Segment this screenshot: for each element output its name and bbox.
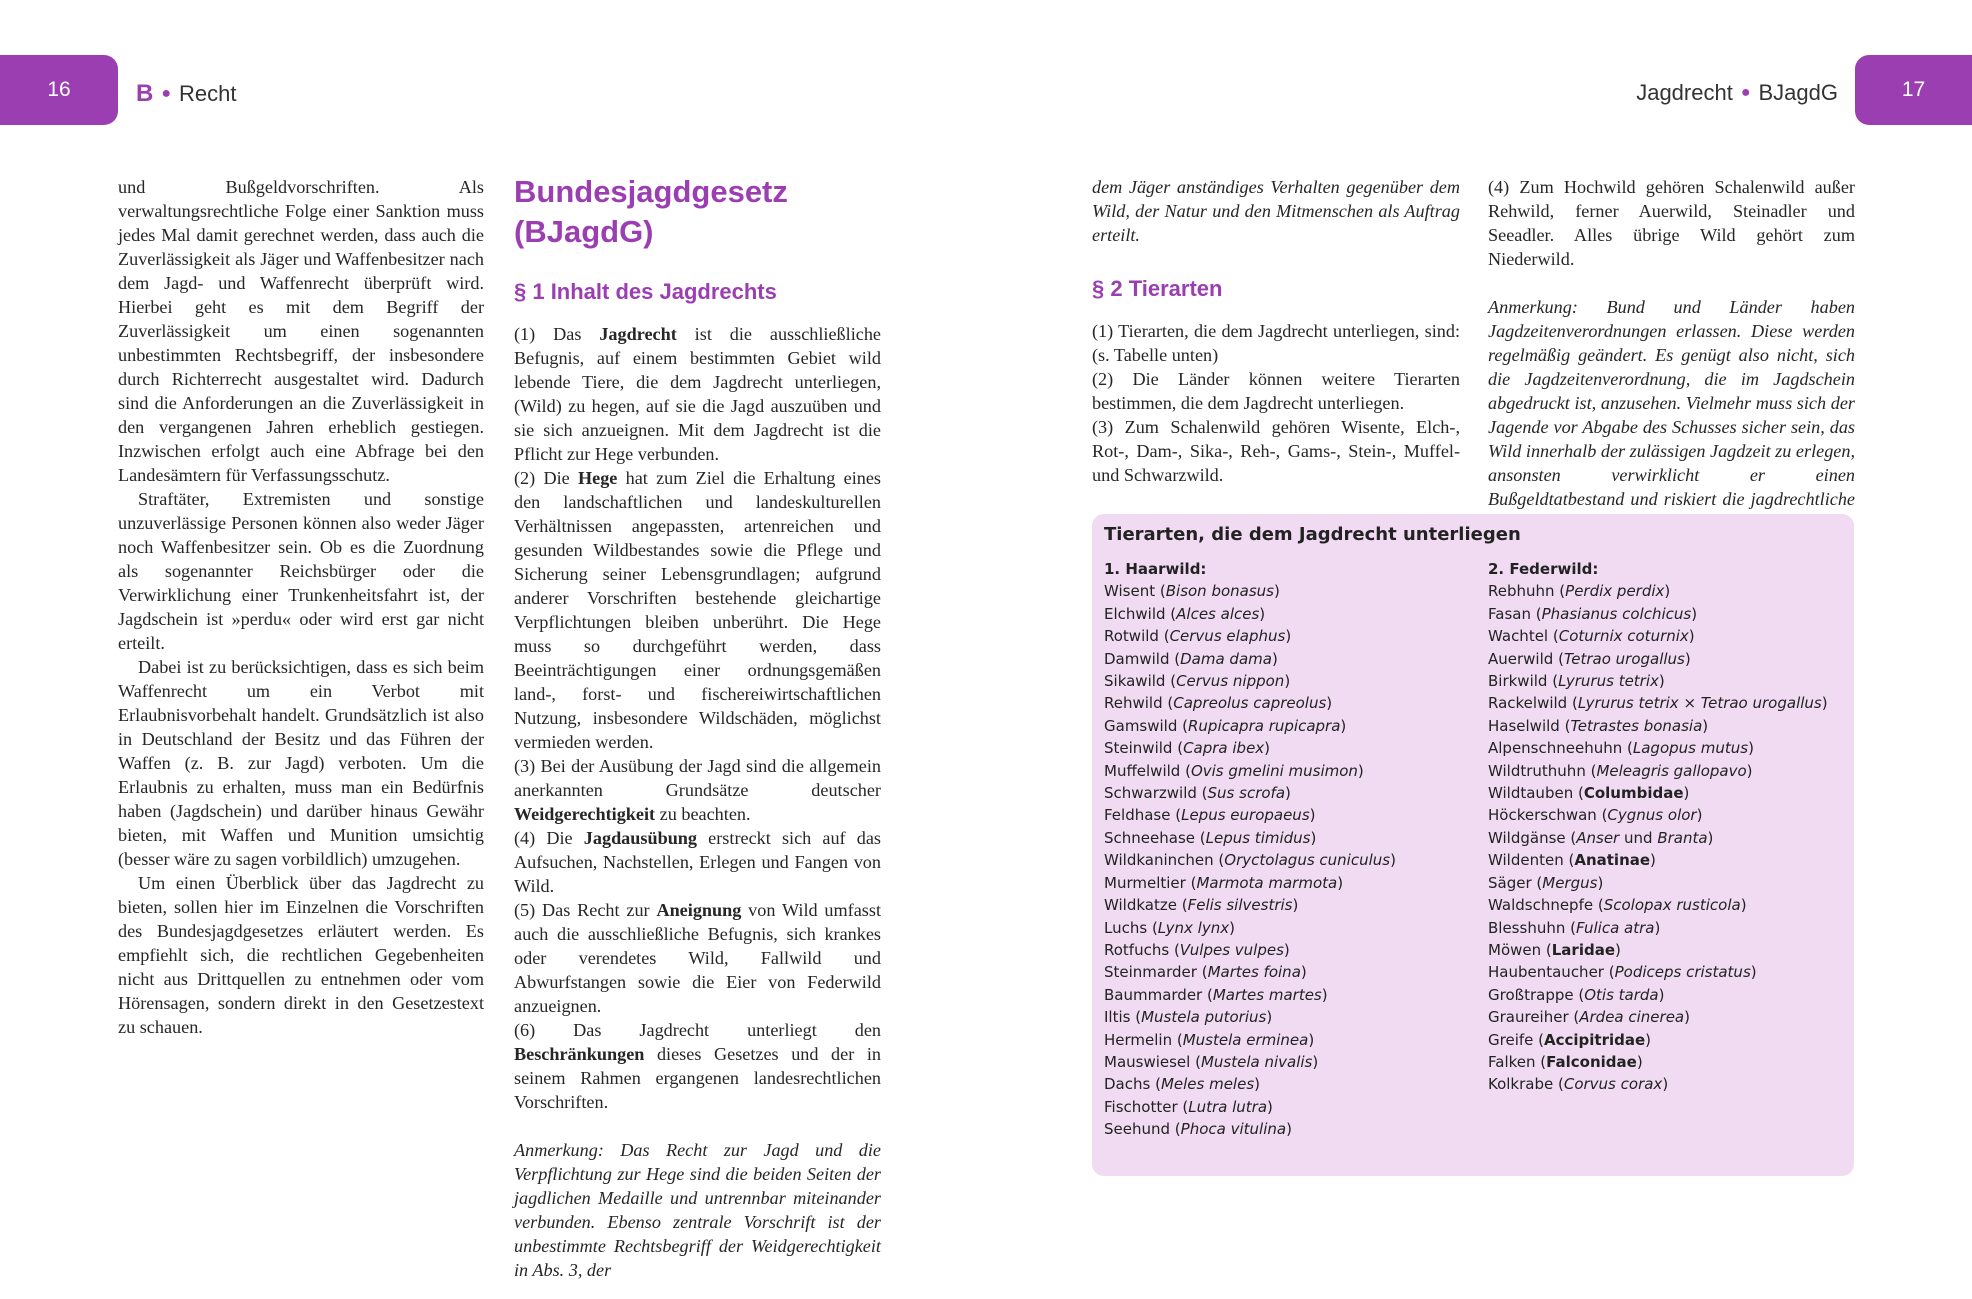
species-name: Rackelwild — [1488, 694, 1568, 713]
species-item: Hermelin (Mustela erminea) — [1104, 1030, 1315, 1049]
species-item: Mauswiesel (Mustela nivalis) — [1104, 1052, 1319, 1071]
species-item: Rotfuchs (Vulpes vulpes) — [1104, 940, 1290, 959]
federwild-heading: 2. Federwild: — [1488, 560, 1599, 578]
species-latin: Tetrao urogallus — [1563, 649, 1685, 668]
species-latin: Anser — [1576, 828, 1620, 847]
species-latin: Ovis gmelini musimon — [1190, 761, 1358, 780]
species-item: Elchwild (Alces alces) — [1104, 604, 1266, 623]
species-item: Auerwild (Tetrao urogallus) — [1488, 649, 1691, 668]
species-latin: Lyrurus tetrix × Tetrao urogallus — [1577, 694, 1822, 713]
species-family: Anatinae — [1574, 851, 1651, 870]
species-item: Höckerschwan (Cygnus olor) — [1488, 806, 1703, 825]
species-joiner: und — [1619, 828, 1658, 847]
species-name: Schwarzwild — [1104, 784, 1197, 803]
species-item: Möwen (Laridae) — [1488, 940, 1621, 959]
federwild-column — [1488, 558, 1848, 1096]
species-latin: Meles meles — [1160, 1075, 1255, 1094]
species-name: Kolkrabe — [1488, 1075, 1554, 1094]
species-name: Rehwild — [1104, 694, 1163, 713]
species-name: Murmeltier — [1104, 873, 1186, 892]
paragraph: und Bußgeldvorschriften. Als verwaltungsrechtliche Folge einer Sanktion muss jedes Mal damit gerechnet werden, dass auch die Zuverlässigkeit als Jäger und Waffenbesitzer nach dem Jagd- und Waffenrecht überprüft wird. Hierbei geht es mit dem Begriff der Zuverlässigkeit um einen sogenannten unbestimmten Rechtsbegriff, der insbesondere durch Richterrecht ausgestaltet wird. Dadurch sind die Anforderungen an die Zuverlässigkeit in den vergangenen Jahren erheblich gestiegen. Inzwischen erfolgt auch eine Abfrage bei den Landesämtern für Verfassungsschutz. — [118, 177, 484, 485]
species-item: Steinmarder (Martes foina) — [1104, 963, 1307, 982]
species-name: Fasan — [1488, 604, 1531, 623]
species-name: Seehund — [1104, 1120, 1171, 1139]
species-name: Großtrappe — [1488, 985, 1574, 1004]
running-head-title: Jagdrecht — [1636, 80, 1733, 105]
page-number-right: 17 — [1855, 55, 1972, 125]
species-name: Iltis — [1104, 1008, 1131, 1027]
species-latin: Mergus — [1542, 873, 1598, 892]
species-family: Falconidae — [1546, 1052, 1637, 1071]
species-latin: Cervus nippon — [1176, 672, 1285, 691]
species-table-box — [1092, 514, 1854, 1176]
species-latin: Felis silvestris — [1187, 896, 1293, 915]
species-name: Elchwild — [1104, 604, 1166, 623]
species-item: Falken (Falconidae) — [1488, 1052, 1643, 1071]
species-name: Wildkatze — [1104, 896, 1177, 915]
species-item: Damwild (Dama dama) — [1104, 649, 1278, 668]
species-latin: Lynx lynx — [1157, 918, 1230, 937]
species-name: Feldhase — [1104, 806, 1171, 825]
column-1 — [118, 175, 484, 1039]
annotation-note: Anmerkung: Bund und Länder haben Jagdzeitenverordnungen erlassen. Diese werden regelmäßig geändert. Es genügt also nicht, sich die Jagdzeitenverordnung, die im Jagdschein abgedruckt ist, anzusehen. Vielmehr muss sich der Jagende vor Abgabe des Schusses sicher sein, das Wild innerhalb der zulässigen Jagdzeit zu erlegen, ansonsten verwirklicht er einen Bußgeldtatbestand und riskiert die jagdrechtliche — [1488, 297, 1855, 509]
species-latin: Branta — [1657, 828, 1708, 847]
species-name: Baummarder — [1104, 985, 1203, 1004]
species-latin: Capreolus capreolus — [1173, 694, 1327, 713]
running-head-sub: BJagdG — [1758, 80, 1838, 105]
species-name: Wildtauben — [1488, 784, 1574, 803]
species-item: Fischotter (Lutra lutra) — [1104, 1097, 1273, 1116]
paragraph: (2) Die Länder können weitere Tierarten bestimmen, die dem Jagdrecht unterliegen. — [1092, 369, 1460, 413]
species-latin: Meleagris gallopavo — [1596, 761, 1747, 780]
paragraph: Straftäter, Extremisten und sonstige unzuverlässige Personen können also weder Jäger noch Waffenbesitzer sein. Ob es die Zuordnung als sogenannter Reichsbürger oder die Verwirklichung einer Trunkenheitsfahrt ist, der Jagdschein ist »perdu« oder wird erst gar nicht erteilt. — [118, 489, 484, 653]
species-item: Wildtruthuhn (Meleagris gallopavo) — [1488, 761, 1753, 780]
species-name: Blesshuhn — [1488, 918, 1566, 937]
species-latin: Corvus corax — [1563, 1075, 1663, 1094]
species-latin: Otis tarda — [1584, 985, 1659, 1004]
species-latin: Alces alces — [1176, 604, 1260, 623]
species-latin: Tetrastes bonasia — [1570, 716, 1703, 735]
annotation-note-continued: dem Jäger anständiges Verhalten gegenüber dem Wild, der Natur und den Mitmenschen als Auftrag erteilt. — [1092, 177, 1460, 245]
species-name: Rotfuchs — [1104, 940, 1170, 959]
species-name: Haselwild — [1488, 716, 1560, 735]
species-latin: Mustela erminea — [1182, 1030, 1309, 1049]
paragraph: (4) Die Jagdausübung erstreckt sich auf das Aufsuchen, Nachstellen, Erlegen und Fangen von Wild. — [514, 828, 882, 896]
species-latin: Dama dama — [1180, 649, 1272, 668]
species-latin: Coturnix coturnix — [1558, 627, 1689, 646]
paragraph: (3) Bei der Ausübung der Jagd sind die allgemein anerkannten Grundsätze deutscher Weidgerechtigkeit zu beachten. — [514, 756, 881, 824]
running-head-right — [1636, 80, 1838, 106]
haarwild-list — [1104, 580, 1474, 1140]
species-item: Alpenschneehuhn (Lagopus mutus) — [1488, 739, 1754, 758]
species-item: Luchs (Lynx lynx) — [1104, 918, 1235, 937]
species-latin: Marmota marmota — [1196, 873, 1338, 892]
column-3 — [1092, 175, 1460, 487]
species-latin: Sus scrofa — [1207, 784, 1286, 803]
species-latin: Scolopax rusticola — [1603, 896, 1741, 915]
species-name: Sikawild — [1104, 672, 1166, 691]
species-latin: Fulica atra — [1575, 918, 1655, 937]
paragraph: (6) Das Jagdrecht unterliegt den Beschränkungen dieses Gesetzes und der in seinem Rahmen ergangenen landesrechtlichen Vorschriften. — [514, 1020, 881, 1112]
species-name: Gamswild — [1104, 716, 1178, 735]
species-item: Wisent (Bison bonasus) — [1104, 582, 1280, 601]
species-item: Schneehase (Lepus timidus) — [1104, 828, 1317, 847]
species-item: Waldschnepfe (Scolopax rusticola) — [1488, 896, 1747, 915]
species-item: Iltis (Mustela putorius) — [1104, 1008, 1273, 1027]
paragraph: (5) Das Recht zur Aneignung von Wild umfasst auch die ausschließliche Befugnis, sich krankes oder verendetes Wild, Fallwild und Abwurfstangen sowie die Eier von Federwild anzueignen. — [514, 900, 881, 1016]
species-name: Wildgänse — [1488, 828, 1566, 847]
species-item: Gamswild (Rupicapra rupicapra) — [1104, 716, 1347, 735]
section-title: Recht — [179, 81, 237, 106]
species-name: Rebhuhn — [1488, 582, 1555, 601]
species-item: Muffelwild (Ovis gmelini musimon) — [1104, 761, 1364, 780]
page-number-left: 16 — [0, 55, 118, 125]
species-item: Sikawild (Cervus nippon) — [1104, 672, 1291, 691]
species-item: Wachtel (Coturnix coturnix) — [1488, 627, 1695, 646]
species-latin: Lagopus mutus — [1632, 739, 1749, 758]
species-latin: Lutra lutra — [1188, 1097, 1268, 1116]
species-latin: Martes foina — [1207, 963, 1301, 982]
species-item: Haselwild (Tetrastes bonasia) — [1488, 716, 1709, 735]
species-name: Falken — [1488, 1052, 1536, 1071]
species-latin: Mustela nivalis — [1200, 1052, 1313, 1071]
species-name: Auerwild — [1488, 649, 1554, 668]
species-latin: Capra ibex — [1183, 739, 1265, 758]
species-latin: Lyrurus tetrix — [1558, 672, 1659, 691]
species-latin: Lepus europaeus — [1181, 806, 1310, 825]
species-item: Graureiher (Ardea cinerea) — [1488, 1008, 1690, 1027]
species-item: Kolkrabe (Corvus corax) — [1488, 1075, 1669, 1094]
species-latin: Lepus timidus — [1205, 828, 1311, 847]
paragraph: (2) Die Hege hat zum Ziel die Erhaltung eines den landschaftlichen und landeskulturellen Verhältnissen angepassten, artenreichen und gesunden Wildbestandes sowie die Pflege und Sicherung seiner Lebensgrundlagen; aufgrund anderer Vorschriften bestehende gleichartige Verpflichtungen bleiben unberührt. Die Hege muss so durchgeführt werden, dass Beeinträchtigungen einer ordnungsgemäßen land-, forst- und fischereiwirtschaftlichen Nutzung, insbesondere Wildschäden, möglichst vermieden werden. — [514, 468, 881, 752]
species-name: Birkwild — [1488, 672, 1548, 691]
column-2 — [514, 172, 881, 1282]
species-item: Säger (Mergus) — [1488, 873, 1604, 892]
species-latin: Cygnus olor — [1607, 806, 1697, 825]
section-heading: § 1 Inhalt des Jagdrechts — [514, 279, 777, 304]
paragraph: Dabei ist zu berücksichtigen, dass es sich beim Waffenrecht um ein Verbot mit Erlaubnisvorbehalt handelt. Grundsätzlich ist also in Deutschland der Besitz und das Führen der Waffen (z. B. zur Jagd) verboten. Um die Erlaubnis zu erhalten, muss man ein Bedürfnis haben (Jagdschein) und darüber hinaus Gewähr bieten, mit Waffen und Munition umsichtig (besser wäre zu sagen vorbildlich) umzugehen. — [118, 657, 484, 869]
species-item: Rackelwild (Lyrurus tetrix × Tetrao urogallus) — [1488, 694, 1828, 713]
species-latin: Martes martes — [1212, 985, 1322, 1004]
species-name: Wachtel — [1488, 627, 1549, 646]
section-letter: B — [136, 80, 154, 107]
species-item: Rehwild (Capreolus capreolus) — [1104, 694, 1333, 713]
species-name: Rotwild — [1104, 627, 1159, 646]
species-name: Steinmarder — [1104, 963, 1197, 982]
species-latin: Oryctolagus cuniculus — [1224, 851, 1391, 870]
species-item: Birkwild (Lyrurus tetrix) — [1488, 672, 1665, 691]
species-latin: Phoca vitulina — [1180, 1120, 1287, 1139]
bullet-icon: ● — [161, 85, 172, 102]
paragraph: (1) Tierarten, die dem Jagdrecht unterliegen, sind: (s. Tabelle unten) — [1092, 321, 1460, 365]
species-name: Höckerschwan — [1488, 806, 1597, 825]
species-name: Dachs — [1104, 1075, 1151, 1094]
species-name: Wisent — [1104, 582, 1156, 601]
paragraph: Um einen Überblick über das Jagdrecht zu bieten, sollen hier im Einzelnen die Vorschriften des Bundesjagdgesetzes erläutert werden. Es empfiehlt sich, die rechtlichen Gegebenheiten nicht aus Drittquellen zu entnehmen oder vom Hörensagen, sondern direkt in den Gesetzestext zu schauen. — [118, 873, 484, 1037]
species-latin: Podiceps cristatus — [1614, 963, 1751, 982]
species-name: Haubentaucher — [1488, 963, 1604, 982]
species-family: Columbidae — [1583, 784, 1684, 803]
species-item: Fasan (Phasianus colchicus) — [1488, 604, 1698, 623]
running-head-left — [136, 80, 237, 108]
paragraph: (1) Das Jagdrecht ist die ausschließliche Befugnis, auf einem bestimmten Gebiet wild lebende Tiere, die dem Jagdrecht unterliegen, (Wild) zu hegen, auf sie die Jagd auszuüben und sie sich anzueignen. Mit dem Jagdrecht ist die Pflicht zur Hege verbunden. — [514, 324, 881, 464]
species-latin: Rupicapra rupicapra — [1188, 716, 1341, 735]
species-name: Waldschnepfe — [1488, 896, 1594, 915]
species-latin: Vulpes vulpes — [1179, 940, 1284, 959]
species-item: Dachs (Meles meles) — [1104, 1075, 1260, 1094]
species-item: Wildkaninchen (Oryctolagus cuniculus) — [1104, 851, 1396, 870]
table-title: Tierarten, die dem Jagdrecht unterliegen — [1104, 524, 1521, 545]
species-latin: Bison bonasus — [1165, 582, 1274, 601]
species-item: Haubentaucher (Podiceps cristatus) — [1488, 963, 1757, 982]
species-item: Großtrappe (Otis tarda) — [1488, 985, 1665, 1004]
bullet-icon: ● — [1740, 84, 1751, 101]
species-name: Mauswiesel — [1104, 1052, 1191, 1071]
haarwild-heading: 1. Haarwild: — [1104, 560, 1207, 578]
species-latin: Phasianus colchicus — [1541, 604, 1692, 623]
species-item: Wildgänse (Anser und Branta) — [1488, 828, 1714, 847]
species-name: Luchs — [1104, 918, 1148, 937]
species-name: Graureiher — [1488, 1008, 1569, 1027]
species-latin: Cervus elaphus — [1169, 627, 1286, 646]
species-name: Greife — [1488, 1030, 1534, 1049]
species-item: Wildtauben (Columbidae) — [1488, 784, 1690, 803]
species-name: Fischotter — [1104, 1097, 1178, 1116]
species-item: Murmeltier (Marmota marmota) — [1104, 873, 1344, 892]
annotation-note: Anmerkung: Das Recht zur Jagd und die Verpflichtung zur Hege sind die beiden Seiten der jagdlichen Medaille und untrennbar miteinander verbunden. Ebenso zentrale Vorschrift ist der unbestimmte Rechtsbegriff der Weidgerechtigkeit in Abs. 3, der — [514, 1140, 881, 1280]
species-latin: Mustela putorius — [1141, 1008, 1267, 1027]
species-item: Baummarder (Martes martes) — [1104, 985, 1328, 1004]
section-heading: § 2 Tierarten — [1092, 276, 1223, 301]
paragraph: (4) Zum Hochwild gehören Schalenwild außer Rehwild, ferner Auerwild, Steinadler und Seeadler. Alles übrige Wild gehört zum Niederwild. — [1488, 177, 1855, 269]
column-4 — [1488, 175, 1855, 535]
species-name: Säger — [1488, 873, 1532, 892]
species-name: Schneehase — [1104, 828, 1195, 847]
haarwild-column — [1104, 558, 1474, 1141]
species-name: Muffelwild — [1104, 761, 1181, 780]
species-item: Seehund (Phoca vitulina) — [1104, 1120, 1292, 1139]
species-item: Greife (Accipitridae) — [1488, 1030, 1652, 1049]
species-item: Steinwild (Capra ibex) — [1104, 739, 1271, 758]
species-name: Damwild — [1104, 649, 1170, 668]
species-item: Rotwild (Cervus elaphus) — [1104, 627, 1292, 646]
species-name: Möwen — [1488, 940, 1542, 959]
species-family: Laridae — [1551, 940, 1616, 959]
species-item: Feldhase (Lepus europaeus) — [1104, 806, 1316, 825]
species-name: Hermelin — [1104, 1030, 1173, 1049]
page-title: Bundesjagdgesetz (BJagdG) — [514, 174, 788, 249]
species-latin: Ardea cinerea — [1579, 1008, 1685, 1027]
species-name: Wildkaninchen — [1104, 851, 1214, 870]
species-latin: Perdix perdix — [1565, 582, 1665, 601]
species-item: Rebhuhn (Perdix perdix) — [1488, 582, 1671, 601]
species-item: Blesshuhn (Fulica atra) — [1488, 918, 1661, 937]
species-name: Wildtruthuhn — [1488, 761, 1586, 780]
species-name: Wildenten — [1488, 851, 1564, 870]
species-item: Wildkatze (Felis silvestris) — [1104, 896, 1299, 915]
paragraph: (3) Zum Schalenwild gehören Wisente, Elch-, Rot-, Dam-, Sika-, Reh-, Gams-, Stein-, Muffel- und Schwarzwild. — [1092, 417, 1460, 485]
species-item: Wildenten (Anatinae) — [1488, 851, 1656, 870]
species-name: Steinwild — [1104, 739, 1173, 758]
species-item: Schwarzwild (Sus scrofa) — [1104, 784, 1291, 803]
federwild-list — [1488, 580, 1848, 1095]
species-family: Accipitridae — [1544, 1030, 1646, 1049]
species-name: Alpenschneehuhn — [1488, 739, 1623, 758]
